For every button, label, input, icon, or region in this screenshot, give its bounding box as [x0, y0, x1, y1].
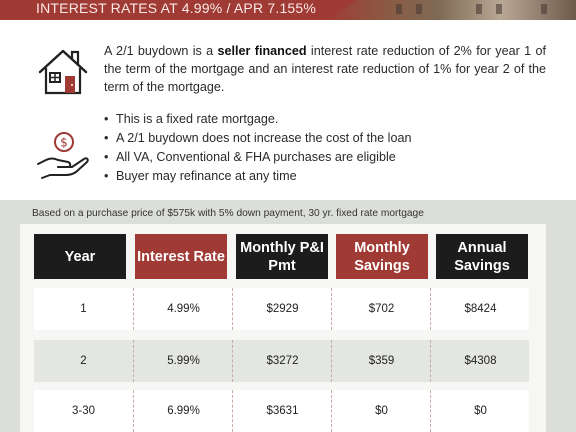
desc-text-2: interest rate reduction of 2% for year 1 of the term of the mortgage and an interest rate reduction of 1% for year 2 of the term of the mortgage.: [104, 44, 546, 94]
cell-monthly-savings: $702: [331, 288, 431, 330]
cell-annual-savings: $4308: [430, 340, 530, 382]
cell-annual-savings: $8424: [430, 288, 530, 330]
cell-year: 1: [80, 303, 87, 315]
intro-section: [36, 40, 546, 100]
banner-photo: [326, 0, 576, 20]
cell-monthly-savings: $359: [331, 340, 431, 382]
list-item: • Buyer may refinance at any time: [104, 167, 544, 186]
table-row: [34, 340, 529, 382]
cell-rate: 5.99%: [133, 340, 233, 382]
benefits-section: [36, 110, 546, 190]
desc-text-1: A 2/1 buydown is a: [104, 44, 218, 58]
header-banner: [0, 0, 576, 20]
table-row: [34, 390, 529, 432]
desc-bold-text: seller financed: [217, 44, 307, 58]
hand-dollar-icon: [36, 130, 90, 185]
savings-table-section: [0, 200, 576, 432]
list-item: • This is a fixed rate mortgage.: [104, 110, 544, 129]
table-footnote: Based on a purchase price of $575k with 5% down payment, 30 yr. fixed rate mortgage: [32, 208, 424, 219]
cell-year: 2: [80, 355, 87, 367]
cell-payment: $3631: [232, 390, 332, 432]
cell-rate: 6.99%: [133, 390, 233, 432]
cell-monthly-savings: $0: [331, 390, 431, 432]
svg-text:$: $: [60, 135, 68, 150]
banner-title: INTEREST RATES AT 4.99% / APR 7.155%: [36, 0, 317, 16]
benefits-list: [104, 110, 544, 186]
cell-annual-savings: $0: [430, 390, 530, 432]
header-monthly-savings: Monthly Savings: [336, 234, 428, 279]
table-row: [34, 288, 529, 330]
cell-payment: $2929: [232, 288, 332, 330]
list-item: • All VA, Conventional & FHA purchases are eligible: [104, 148, 544, 167]
cell-rate: 4.99%: [133, 288, 233, 330]
header-monthly-pi: Monthly P&I Pmt: [236, 234, 328, 279]
list-item: • A 2/1 buydown does not increase the cost of the loan: [104, 129, 544, 148]
house-icon: [36, 46, 90, 101]
cell-payment: $3272: [232, 340, 332, 382]
header-annual-savings: Annual Savings: [436, 234, 528, 279]
header-interest-rate: Interest Rate: [135, 234, 227, 279]
cell-year: 3-30: [71, 405, 96, 417]
header-year: Year: [34, 234, 126, 279]
buydown-description: [104, 42, 546, 96]
